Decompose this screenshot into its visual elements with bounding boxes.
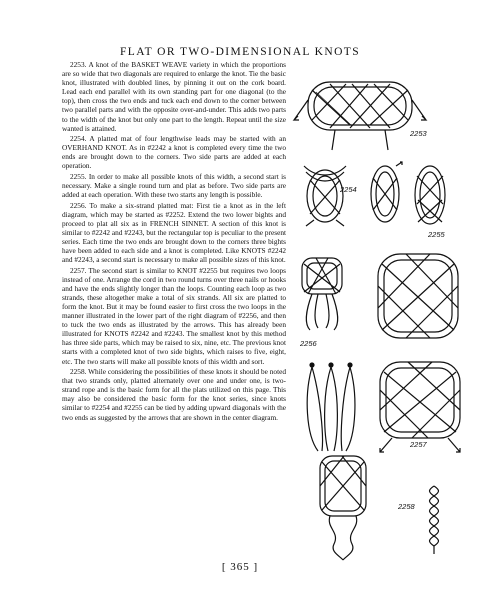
page-number: [ 365 ]	[221, 561, 259, 573]
figure-label-2257: 2257	[410, 440, 427, 449]
knot-diagram-2254-b	[366, 160, 404, 228]
figure-label-2253: 2253	[410, 129, 427, 138]
figure-label-2258: 2258	[398, 502, 415, 511]
knot-diagram-2256-b	[370, 248, 466, 346]
paragraph-2256: 2256. To make a six-strand platted mat: First tie a knot as in the left diagram, which may be started as #2252. Extend the two lower bights and proceed to plat all six as in FRENCH SINNET. A section of this knot is similar to #2242 and #2243, but the rectangular top is peculiar to the present series. Each time the two ends are brought down to the corners three bights have been added to each side and a knot is completed. Like KNOTS #2242 and #2243, a second start is necessary to make all possible sizes of this knot.	[62, 200, 286, 265]
knot-diagram-2258-b	[424, 484, 444, 556]
paragraph-2253: 2253. A knot of the BASKET WEAVE variety in which the proportions are so wide that two diagonals are required to enlarge the knot. Tie the basic knot, illustrated with doubled lines, by pinning it out on the cork board. Lead each end parallel with its own standing part for one diagonal (to the top), then cross the two ends and tuck each end down to the corner between two parallel parts and with the opposite over-and-under. This adds two parts to the width of the knot but only one part to the length. Repeat until the size wanted is attained.	[62, 60, 286, 133]
figure-label-2256: 2256	[300, 339, 317, 348]
paragraph-2254: 2254. A platted mat of four lengthwise leads may be started with an OVERHAND KNOT. As in #2242 a knot is completed every time the two ends are brought down to the corners. Two side parts are added at each operation.	[62, 134, 286, 171]
paragraph-2257: 2257. The second start is similar to KNOT #2255 but requires two loops instead of one. Arrange the cord in two round turns over three nails or hooks and have the ends slightly longer than the loops. Counting each loop as two strands, these altogether make a total of six strands. All six are platted to form the knot. But it may be found easier to first cross the two loops in the manner illustrated in the lower part of the right diagram of #2256, and then to tuck the two ends as illustrated by the arrows. This has already been illustrated for KNOTS #2242 and #2243. The smallest knot by this method has three side parts, which may be raised to six, nine, etc. The previous knot starts with a completed knot of two side bights, which raises to five, eight, etc. The two starts will make all possible knots of this width and sort.	[62, 265, 286, 366]
knot-diagram-2256	[296, 252, 348, 334]
paragraph-2258: 2258. While considering the possibilities of these knots it should be noted that two strands only, platted alternately over one and under one, is two-strand rope and is the basic form for all the plats utilized on this page. This may also be considered the basic form for the knot series, since knots similar to #2254 and #2255 can be tied by adding upward diagonals with the two ends as suggested by the arrows that are shown in the center diagram.	[62, 367, 286, 422]
figure-label-2254: 2254	[340, 185, 357, 194]
page-title: FLAT OR TWO-DIMENSIONAL KNOTS	[119, 46, 361, 58]
figure-label-2255: 2255	[428, 230, 445, 239]
knot-diagram-2258	[312, 452, 374, 562]
knot-diagram-2253	[290, 70, 430, 155]
body-text	[62, 60, 286, 423]
knot-diagram-2255	[410, 160, 450, 230]
knot-diagram-2257	[302, 355, 360, 455]
paragraph-2255: 2255. In order to make all possible knots of this width, a second start is necessary. Make a single round turn and plat as before. Two side parts are added at each operation. With these two starts any length is possible.	[62, 171, 286, 200]
